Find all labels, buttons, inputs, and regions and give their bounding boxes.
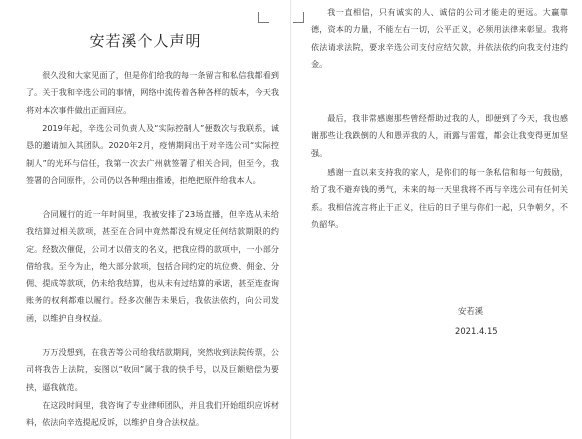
paragraph-8: 感谢一直以来支持我的家人，是你们的每一条私信和每一句鼓励，给了我不避弃钱的勇气，未来的每一天里我将不再与辛选公司有任何关系。我相信流言将止于正义，往后的日子里与你们一起，只争朝夕，不负韶华。	[311, 167, 568, 229]
paragraph-3: 合同履行的近一年时间里，我被安排了23场直播，但辛选从未给我结算过相关款项，甚至在合同中竟然都没有规定任何结款期限的约定。经数次催促，公司才以借支的名义，把我应得的款项中，一小部分借给我。至今为止，绝大部分款项，包括合同约定的坑位费、佣金、分佣、提成等款项，仍未给我结算，也从未有过结算的承诺，甚至连查询账务的权利都难以履行。经多次催告未果后，我依法依约，向公司发函，以维护自身权益。	[26, 209, 279, 323]
paragraph-6: 我一直相信，只有诚实的人、诚信的公司才能走的更远。大赢靠德，资本的力量，不能左右一切，公平正义，必须用法律来彰显。我将依法请求法院，要求辛选公司支付应结欠款，并依法依约向我支付违约金。	[311, 7, 568, 69]
paragraph-4: 万万没想到，在我苦等公司给我结款期间，突然收到法院传票，公司将我告上法院，妄图以“收回”属于我的快手号，以及巨额赔偿为要挟，逼我就范。	[26, 347, 279, 392]
document-title: 安若溪个人声明	[89, 32, 202, 50]
paragraph-1: 很久没和大家见面了，但是你们给我的每一条留言和私信我都看到了。关于我和辛选公司的事情，网络中流传着各种各样的版本，今天我将对本次事件做出正面回应。	[26, 70, 279, 115]
document-page-right	[291, 0, 582, 439]
paragraph-7: 最后，我非常感谢那些曾经帮助过我的人，即便到了今天，我也感谢那些让我跌倒的人和愚弄我的人，雨露与雷霆，都会让我变得更加坚强。	[311, 113, 568, 158]
page-corner-mark	[293, 12, 304, 23]
signature-name: 安若溪	[458, 306, 484, 316]
paragraph-5: 在这段时间里，我咨询了专业律师团队，并且我们开始组织应诉材料，依法向辛选提起反诉，以维护自身合法权益。	[26, 400, 279, 428]
paragraph-2: 2019年起，辛选公司负责人及“实际控制人”便数次与我联系，诚恳的邀请加入其团队。2020年2月，疫情期间出于对辛选公司“实际控制人”的光环与信任，我第一次去广州就签署了相关合同，但至今，我签署的合同原件，公司仍以各种理由推诿，拒绝把原件给我本人。	[26, 123, 279, 185]
signature-date: 2021.4.15	[455, 326, 498, 336]
page-corner-mark	[258, 12, 269, 23]
